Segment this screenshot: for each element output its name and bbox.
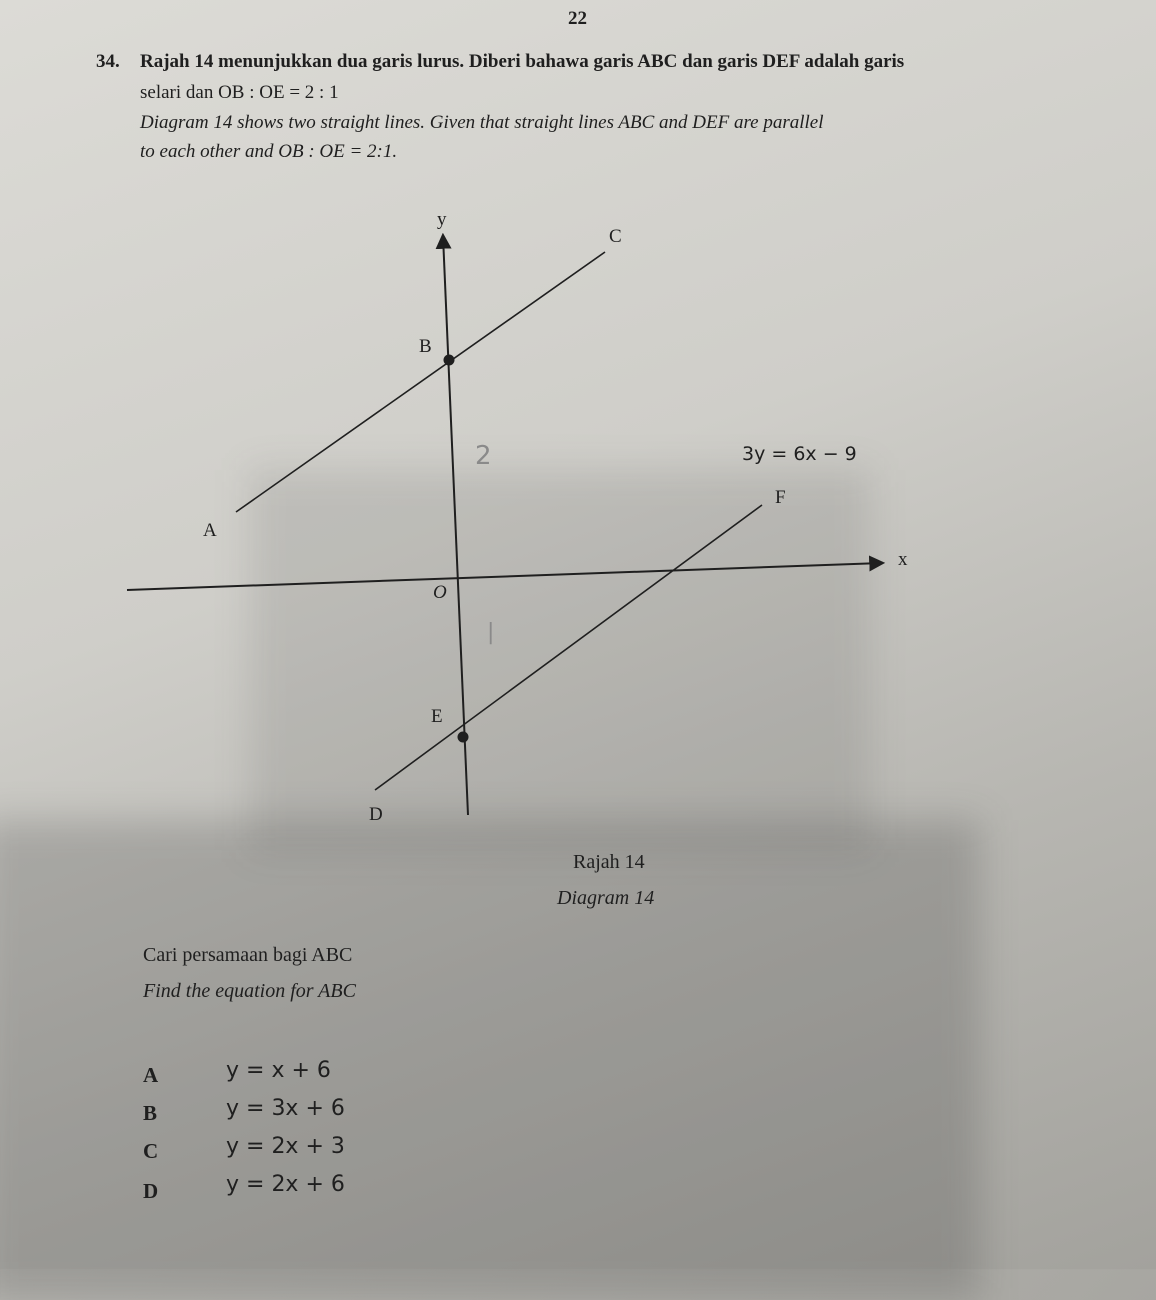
option-a-letter: A bbox=[143, 1063, 159, 1087]
point-b-label: B bbox=[419, 336, 432, 357]
pencil-annotation-lower: | bbox=[487, 620, 495, 645]
question-number: 34. bbox=[96, 51, 120, 72]
pencil-annotation-upper: 2 bbox=[475, 441, 492, 471]
question-english-line-1: Diagram 14 shows two straight lines. Given that straight lines ABC and DEF are parallel bbox=[140, 112, 824, 133]
point-a-label: A bbox=[203, 520, 217, 541]
prompt-malay: Cari persamaan bagi ABC bbox=[143, 944, 353, 966]
option-d-equation: y = 2x + 6 bbox=[226, 1172, 345, 1197]
point-e-label: E bbox=[431, 706, 443, 727]
point-e bbox=[458, 732, 469, 743]
line-def bbox=[375, 505, 762, 790]
option-c-letter: C bbox=[143, 1139, 159, 1163]
caption-malay: Rajah 14 bbox=[573, 851, 645, 873]
y-axis bbox=[443, 236, 468, 815]
prompt-english: Find the equation for ABC bbox=[143, 980, 356, 1002]
y-axis-label: y bbox=[437, 209, 447, 230]
x-axis bbox=[127, 563, 882, 590]
page-number: 22 bbox=[568, 8, 587, 29]
line-def-equation: 3y = 6x − 9 bbox=[742, 443, 857, 465]
option-b-equation: y = 3x + 6 bbox=[226, 1096, 345, 1121]
option-c-equation: y = 2x + 3 bbox=[226, 1134, 345, 1159]
point-f-label: F bbox=[775, 487, 786, 508]
option-a-equation: y = x + 6 bbox=[226, 1058, 331, 1083]
origin-label: O bbox=[433, 582, 447, 603]
question-malay-line-2: selari dan OB : OE = 2 : 1 bbox=[140, 82, 339, 103]
option-b-letter: B bbox=[143, 1101, 158, 1125]
line-abc bbox=[236, 252, 605, 512]
x-axis-label: x bbox=[898, 549, 908, 570]
point-b bbox=[444, 355, 455, 366]
caption-english: Diagram 14 bbox=[557, 887, 655, 909]
question-malay-line-1: Rajah 14 menunjukkan dua garis lurus. Diberi bahawa garis ABC dan garis DEF adalah garis bbox=[140, 51, 905, 72]
point-d-label: D bbox=[369, 804, 383, 825]
option-d-letter: D bbox=[143, 1179, 159, 1203]
point-c-label: C bbox=[609, 226, 622, 247]
question-english-line-2: to each other and OB : OE = 2:1. bbox=[140, 141, 398, 162]
